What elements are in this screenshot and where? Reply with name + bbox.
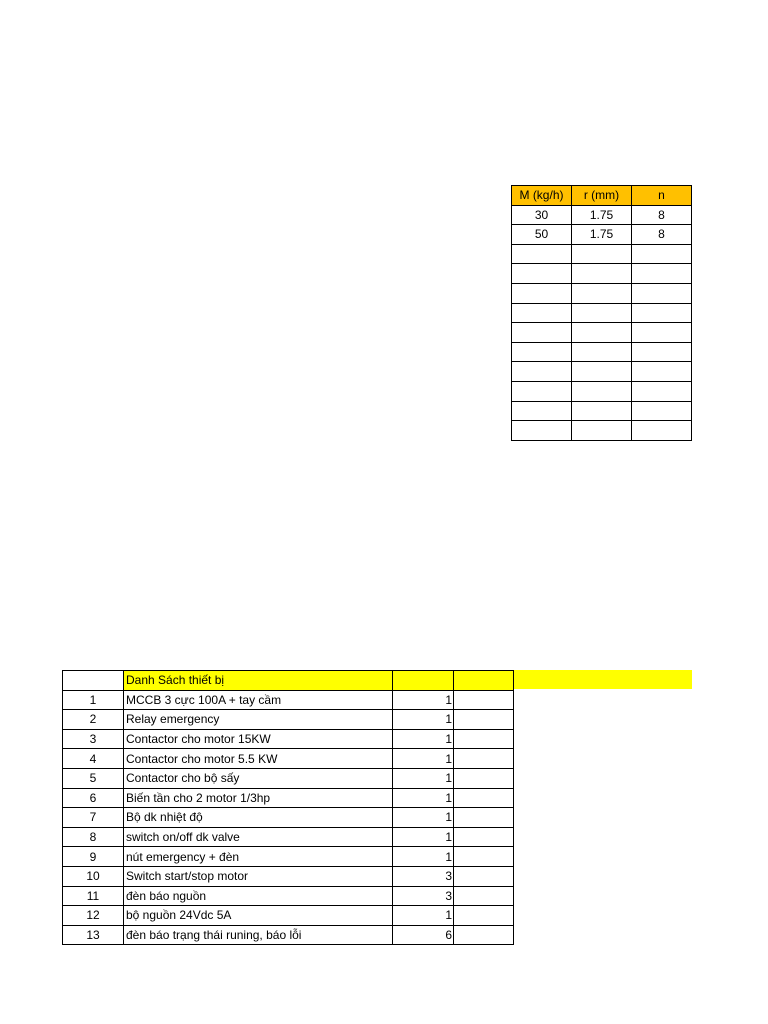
cell-n[interactable]: [632, 362, 692, 382]
item-extra[interactable]: [454, 729, 514, 749]
cell-r[interactable]: [572, 421, 632, 441]
cell-r[interactable]: 1.75: [572, 205, 632, 225]
item-name[interactable]: Switch start/stop motor: [124, 866, 393, 886]
cell-r[interactable]: [572, 323, 632, 343]
item-quantity[interactable]: 1: [393, 710, 454, 730]
cell-r[interactable]: [572, 264, 632, 284]
header-cell-qty[interactable]: [393, 671, 454, 691]
table-row: [63, 925, 514, 945]
item-quantity[interactable]: 1: [393, 827, 454, 847]
table-row: [63, 690, 514, 710]
table-row: [512, 421, 692, 441]
parameter-table-header-row: [512, 186, 692, 206]
item-number[interactable]: 5: [63, 768, 124, 788]
cell-r[interactable]: [572, 303, 632, 323]
table-row: [63, 866, 514, 886]
table-row: [63, 788, 514, 808]
table-row: [512, 323, 692, 343]
item-quantity[interactable]: 1: [393, 729, 454, 749]
header-cell-n[interactable]: n: [632, 186, 692, 206]
item-extra[interactable]: [454, 768, 514, 788]
item-name[interactable]: nút emergency + đèn: [124, 847, 393, 867]
cell-n[interactable]: 8: [632, 225, 692, 245]
table-row: [63, 710, 514, 730]
item-number[interactable]: 13: [63, 925, 124, 945]
item-number[interactable]: 2: [63, 710, 124, 730]
item-quantity[interactable]: 1: [393, 788, 454, 808]
table-row: [512, 362, 692, 382]
table-row: [512, 264, 692, 284]
item-number[interactable]: 12: [63, 906, 124, 926]
cell-m[interactable]: [512, 342, 572, 362]
item-name[interactable]: Contactor cho motor 5.5 KW: [124, 749, 393, 769]
table-row: [512, 283, 692, 303]
item-extra[interactable]: [454, 749, 514, 769]
item-number[interactable]: 3: [63, 729, 124, 749]
item-extra[interactable]: [454, 788, 514, 808]
item-name[interactable]: bộ nguồn 24Vdc 5A: [124, 906, 393, 926]
item-extra[interactable]: [454, 808, 514, 828]
header-cell-extra[interactable]: [454, 671, 514, 691]
cell-m[interactable]: 50: [512, 225, 572, 245]
cell-r[interactable]: [572, 381, 632, 401]
table-row: [512, 303, 692, 323]
cell-r[interactable]: [572, 362, 632, 382]
item-quantity[interactable]: 1: [393, 768, 454, 788]
parameter-table: [511, 185, 692, 441]
cell-n[interactable]: [632, 283, 692, 303]
cell-n[interactable]: [632, 342, 692, 362]
item-extra[interactable]: [454, 906, 514, 926]
equipment-list-title[interactable]: Danh Sách thiết bị: [124, 671, 393, 691]
item-quantity[interactable]: 6: [393, 925, 454, 945]
table-row: [512, 244, 692, 264]
equipment-list-table: [62, 670, 514, 945]
item-number[interactable]: 10: [63, 866, 124, 886]
item-name[interactable]: Relay emergency: [124, 710, 393, 730]
table-row: [63, 768, 514, 788]
item-extra[interactable]: [454, 886, 514, 906]
item-quantity[interactable]: 1: [393, 690, 454, 710]
item-number[interactable]: 4: [63, 749, 124, 769]
item-extra[interactable]: [454, 925, 514, 945]
header-cell-m[interactable]: M (kg/h): [512, 186, 572, 206]
table-row: [512, 205, 692, 225]
item-quantity[interactable]: 1: [393, 749, 454, 769]
cell-m[interactable]: [512, 323, 572, 343]
item-number[interactable]: 8: [63, 827, 124, 847]
table-row: [63, 827, 514, 847]
item-number[interactable]: 11: [63, 886, 124, 906]
cell-n[interactable]: [632, 244, 692, 264]
cell-r[interactable]: [572, 401, 632, 421]
cell-r[interactable]: 1.75: [572, 225, 632, 245]
header-cell-r[interactable]: r (mm): [572, 186, 632, 206]
table-row: [512, 381, 692, 401]
table-row: [512, 401, 692, 421]
item-extra[interactable]: [454, 827, 514, 847]
table-row: [512, 225, 692, 245]
table-row: [512, 342, 692, 362]
table-row: [63, 808, 514, 828]
cell-r[interactable]: [572, 244, 632, 264]
item-number[interactable]: 7: [63, 808, 124, 828]
item-number[interactable]: 9: [63, 847, 124, 867]
cell-n[interactable]: 8: [632, 205, 692, 225]
item-name[interactable]: Bộ dk nhiệt độ: [124, 808, 393, 828]
item-name[interactable]: đèn báo nguồn: [124, 886, 393, 906]
cell-n[interactable]: [632, 381, 692, 401]
cell-n[interactable]: [632, 421, 692, 441]
item-name[interactable]: Contactor cho motor 15KW: [124, 729, 393, 749]
cell-r[interactable]: [572, 342, 632, 362]
cell-m[interactable]: [512, 381, 572, 401]
cell-n[interactable]: [632, 303, 692, 323]
cell-m[interactable]: [512, 421, 572, 441]
item-name[interactable]: switch on/off dk valve: [124, 827, 393, 847]
cell-m[interactable]: [512, 244, 572, 264]
item-number[interactable]: 6: [63, 788, 124, 808]
item-quantity[interactable]: 1: [393, 808, 454, 828]
cell-n[interactable]: [632, 401, 692, 421]
item-quantity[interactable]: 3: [393, 886, 454, 906]
item-name[interactable]: Biến tần cho 2 motor 1/3hp: [124, 788, 393, 808]
cell-m[interactable]: [512, 283, 572, 303]
equipment-list-header-row: [63, 671, 514, 691]
item-quantity[interactable]: 1: [393, 906, 454, 926]
highlight-strip: [512, 670, 692, 689]
table-row: [63, 847, 514, 867]
item-quantity[interactable]: 3: [393, 866, 454, 886]
cell-r[interactable]: [572, 283, 632, 303]
item-extra[interactable]: [454, 710, 514, 730]
cell-m[interactable]: [512, 303, 572, 323]
cell-n[interactable]: [632, 264, 692, 284]
cell-m[interactable]: 30: [512, 205, 572, 225]
table-row: [63, 886, 514, 906]
item-extra[interactable]: [454, 690, 514, 710]
table-row: [63, 749, 514, 769]
item-quantity[interactable]: 1: [393, 847, 454, 867]
item-name[interactable]: Contactor cho bộ sấy: [124, 768, 393, 788]
cell-m[interactable]: [512, 362, 572, 382]
cell-n[interactable]: [632, 323, 692, 343]
header-cell-no[interactable]: [63, 671, 124, 691]
item-extra[interactable]: [454, 847, 514, 867]
table-row: [63, 906, 514, 926]
cell-m[interactable]: [512, 401, 572, 421]
item-name[interactable]: MCCB 3 cực 100A + tay cầm: [124, 690, 393, 710]
cell-m[interactable]: [512, 264, 572, 284]
table-row: [63, 729, 514, 749]
item-number[interactable]: 1: [63, 690, 124, 710]
item-extra[interactable]: [454, 866, 514, 886]
item-name[interactable]: đèn báo trạng thái runing, báo lỗi: [124, 925, 393, 945]
